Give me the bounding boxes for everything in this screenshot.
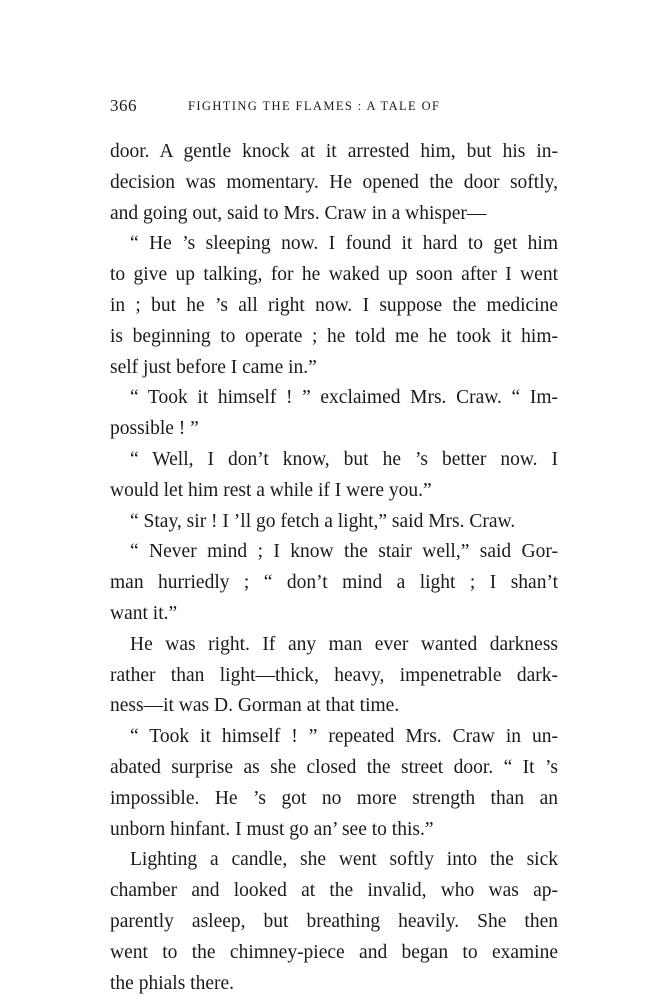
text-line: in ; but he ’s all right now. I suppose the medicine [110,294,558,316]
text-line: door. A gentle knock at it arrested him, but his in- [110,141,558,162]
text-line: “ Never mind ; I know the stair well,” said Gor- [130,541,558,563]
text-line: would let him rest a while if I were you.” [110,479,432,501]
text-line: possible ! ” [110,418,199,440]
text-line: the phials there. [110,972,234,994]
text-line: abated surprise as she closed the street door. “ It ’s [110,756,558,778]
text-line: man hurriedly ; “ don’t mind a light ; I shan’t [110,572,558,594]
text-line: “ Well, I don’t know, but he ’s better now. I [130,448,558,470]
text-line: decision was momentary. He opened the door softly, [110,171,558,193]
running-head [110,96,558,118]
text-line: went to the chimney-piece and began to examine [110,941,558,963]
text-line: is beginning to operate ; he told me he took it him- [110,325,558,347]
text-line: “ He ’s sleeping now. I found it hard to get him [130,233,558,255]
text-line: “ Took it himself ! ” exclaimed Mrs. Craw. “ Im- [130,387,558,409]
body-text [110,137,558,999]
text-line: Lighting a candle, she went softly into the sick [130,849,558,871]
text-line: want it.” [110,602,178,624]
text-line: rather than light—thick, heavy, impenetrable dark- [110,664,558,686]
text-line: and going out, said to Mrs. Craw in a whisper— [110,202,487,224]
text-line: unborn hinfant. I must go an’ see to this.” [110,818,434,840]
text-line: to give up talking, for he waked up soon after I went [110,264,558,286]
text-line: chamber and looked at the invalid, who was ap- [110,880,558,902]
running-title: FIGHTING THE FLAMES : A TALE OF [188,99,441,113]
text-line: “ Stay, sir ! I ’ll go fetch a light,” said Mrs. Craw. [130,510,516,532]
text-line: “ Took it himself ! ” repeated Mrs. Craw in un- [130,726,558,748]
text-line: self just before I came in.” [110,356,317,378]
text-line: ness—it was D. Gorman at that time. [110,695,400,717]
text-line: parently asleep, but breathing heavily. She then [110,910,558,932]
text-line: impossible. He ’s got no more strength than an [110,787,558,809]
text-line: He was right. If any man ever wanted darkness [130,633,558,655]
page-number: 366 [110,96,137,115]
